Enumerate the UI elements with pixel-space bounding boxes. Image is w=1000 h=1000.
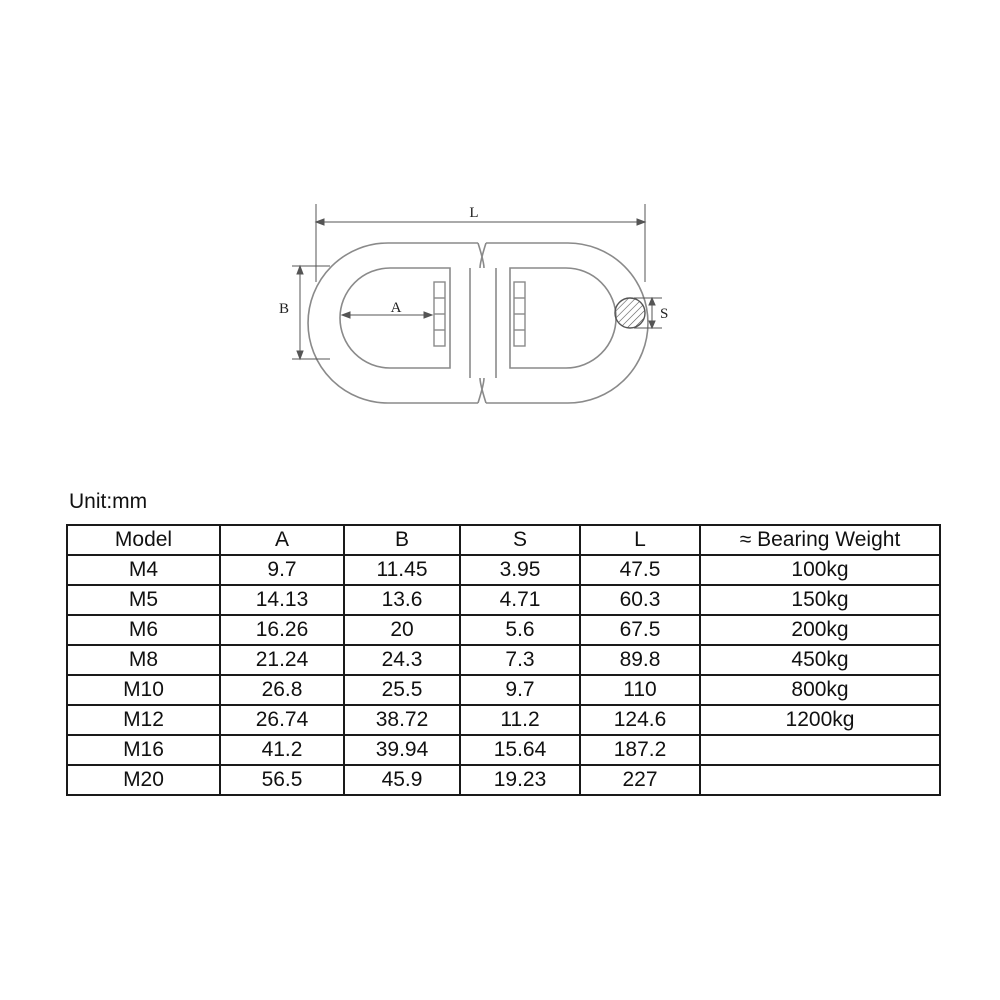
cell-b: 11.45 (344, 555, 460, 585)
cell-model: M20 (67, 765, 220, 795)
cell-b: 45.9 (344, 765, 460, 795)
table-row (67, 765, 940, 795)
right-swivel-pin (514, 282, 525, 346)
cell-a: 26.74 (220, 705, 344, 735)
cell-a: 9.7 (220, 555, 344, 585)
cell-l: 47.5 (580, 555, 700, 585)
table-header-row (67, 525, 940, 555)
cell-bearing-weight: 450kg (700, 645, 940, 675)
specification-table (66, 524, 941, 796)
cell-l: 187.2 (580, 735, 700, 765)
column-header-l: L (580, 525, 700, 555)
cell-model: M4 (67, 555, 220, 585)
cell-bearing-weight: 200kg (700, 615, 940, 645)
swivel-eye-diagram (0, 0, 1000, 470)
dimension-label-s: S (660, 306, 669, 322)
cell-s: 15.64 (460, 735, 580, 765)
wire-cross-section (615, 298, 645, 328)
cell-a: 41.2 (220, 735, 344, 765)
dimension-label-b: B (278, 301, 290, 317)
table-row (67, 615, 940, 645)
cell-b: 39.94 (344, 735, 460, 765)
cell-l: 227 (580, 765, 700, 795)
dimension-label-a: A (390, 300, 402, 316)
table-row (67, 735, 940, 765)
cell-s: 7.3 (460, 645, 580, 675)
cell-s: 4.71 (460, 585, 580, 615)
cell-b: 38.72 (344, 705, 460, 735)
table-row (67, 645, 940, 675)
cell-bearing-weight: 800kg (700, 675, 940, 705)
cell-a: 16.26 (220, 615, 344, 645)
cell-s: 19.23 (460, 765, 580, 795)
cell-model: M12 (67, 705, 220, 735)
cell-a: 14.13 (220, 585, 344, 615)
table-row (67, 555, 940, 585)
dimension-lines (292, 204, 662, 359)
cell-bearing-weight (700, 765, 940, 795)
cell-s: 9.7 (460, 675, 580, 705)
cell-model: M10 (67, 675, 220, 705)
cell-s: 3.95 (460, 555, 580, 585)
cell-l: 60.3 (580, 585, 700, 615)
left-eye-ring (308, 243, 484, 403)
cell-model: M16 (67, 735, 220, 765)
table-row (67, 585, 940, 615)
cell-l: 124.6 (580, 705, 700, 735)
column-header-s: S (460, 525, 580, 555)
cell-b: 13.6 (344, 585, 460, 615)
cell-b: 25.5 (344, 675, 460, 705)
cell-a: 26.8 (220, 675, 344, 705)
table-row (67, 675, 940, 705)
column-header-bearing-weight: ≈ Bearing Weight (700, 525, 940, 555)
cell-bearing-weight: 100kg (700, 555, 940, 585)
cell-b: 20 (344, 615, 460, 645)
column-header-b: B (344, 525, 460, 555)
cell-model: M6 (67, 615, 220, 645)
table-row (67, 705, 940, 735)
cell-a: 56.5 (220, 765, 344, 795)
cell-l: 89.8 (580, 645, 700, 675)
cell-l: 110 (580, 675, 700, 705)
cell-model: M5 (67, 585, 220, 615)
cell-s: 5.6 (460, 615, 580, 645)
cell-bearing-weight: 150kg (700, 585, 940, 615)
left-swivel-pin (434, 282, 445, 346)
cell-a: 21.24 (220, 645, 344, 675)
unit-label: Unit:mm (69, 490, 148, 513)
cell-bearing-weight (700, 735, 940, 765)
cell-b: 24.3 (344, 645, 460, 675)
dimension-label-l: L (469, 205, 479, 221)
cell-s: 11.2 (460, 705, 580, 735)
cell-l: 67.5 (580, 615, 700, 645)
column-header-a: A (220, 525, 344, 555)
cell-model: M8 (67, 645, 220, 675)
cell-bearing-weight: 1200kg (700, 705, 940, 735)
column-header-model: Model (67, 525, 220, 555)
